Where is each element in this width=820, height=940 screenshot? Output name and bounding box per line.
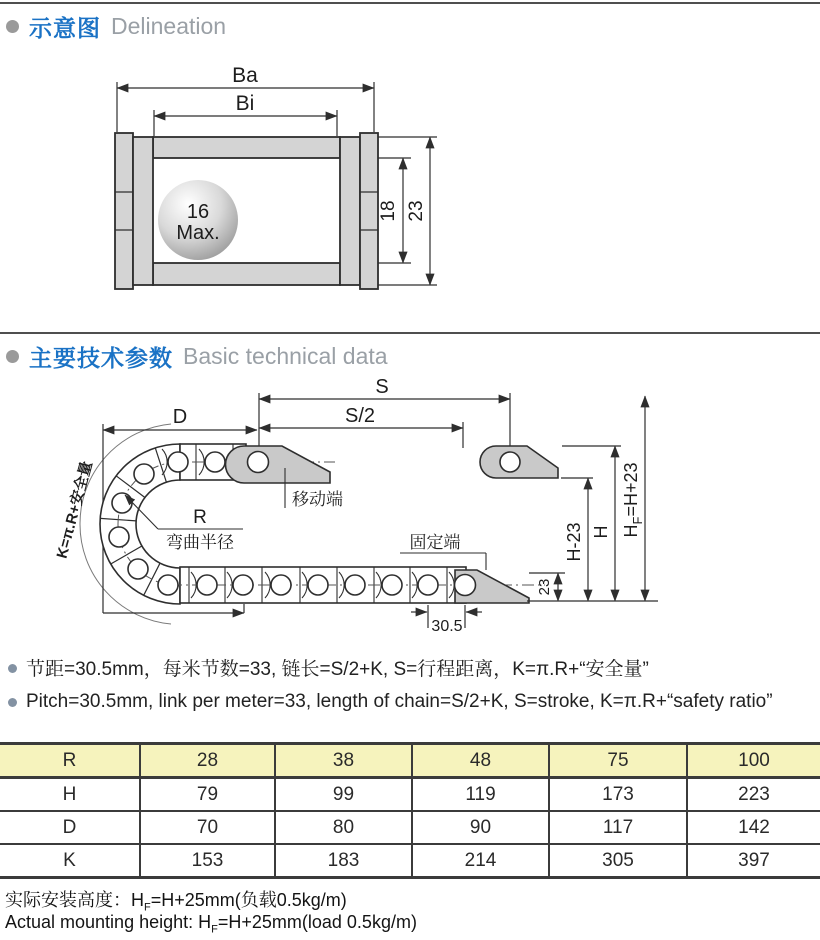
table-header-cell: 75 [549, 744, 687, 778]
table-row [0, 811, 820, 844]
table-cell: D [0, 811, 140, 844]
table-header-cell: 100 [687, 744, 820, 778]
bullet-icon [6, 350, 19, 363]
mounting-height-zh [5, 886, 347, 914]
table-cell: H [0, 778, 140, 812]
dim-h-minus-23-label: H-23 [564, 522, 584, 562]
section-title-zh: 示意图 [29, 15, 101, 41]
table-header-cell: 48 [412, 744, 549, 778]
hf-subscript: F [630, 516, 645, 525]
dim-s-half-label: S/2 [344, 405, 376, 427]
table-cell: 183 [275, 844, 412, 878]
fixed-end-label: 固定端 [409, 533, 461, 552]
table-cell: 79 [140, 778, 275, 812]
ball-max-label: Max. [176, 222, 220, 244]
moving-end-label: 移动端 [292, 490, 343, 509]
table-cell: 214 [412, 844, 549, 878]
table-cell: 305 [549, 844, 687, 878]
section-title-en: Delineation [111, 13, 227, 39]
table-header-cell: 38 [275, 744, 412, 778]
section-title-zh: 主要技术参数 [29, 345, 173, 371]
bullet-icon [8, 664, 17, 673]
top-divider [0, 2, 820, 4]
footer-en-pre: Actual mounting height: H [5, 912, 212, 932]
table-cell: 80 [275, 811, 412, 844]
table-cell: 90 [412, 811, 549, 844]
footer-zh-pre: 实际安装高度：H [5, 890, 144, 910]
dim-ba-label: Ba [232, 64, 258, 87]
table-cell: 117 [549, 811, 687, 844]
radius-letter-label: R [193, 507, 207, 528]
hf-main: H [621, 524, 641, 538]
table-cell: 142 [687, 811, 820, 844]
note-en-text: Pitch=30.5mm, link per meter=33, length of chain=S/2+K, S=stroke, K=π.R+“safety ratio” [26, 691, 773, 712]
dim-s-group [259, 393, 510, 460]
table-row [0, 844, 820, 878]
frame-detail-lines [115, 192, 378, 230]
table-header-row [0, 744, 820, 778]
ball-diameter-label: 16 [186, 201, 210, 223]
table-cell: 99 [275, 778, 412, 812]
section-header-delineation [6, 10, 226, 43]
section-header-basic-data [6, 340, 388, 373]
table-cell: K [0, 844, 140, 878]
chain-dimension-drawing [30, 372, 680, 640]
bullet-icon [8, 698, 17, 707]
dim-hf-label [621, 463, 645, 538]
table-cell: 223 [687, 778, 820, 812]
note-zh [8, 654, 649, 681]
bend-radius-label: 弯曲半径 [166, 533, 234, 552]
dim-pitch-label: 30.5 [431, 618, 463, 635]
table-cell: 173 [549, 778, 687, 812]
table-cell: 70 [140, 811, 275, 844]
moving-end-bracket [226, 446, 331, 483]
footer-zh-post: =H+25mm(负载0.5kg/m) [150, 890, 347, 910]
dim-23-label: 23 [406, 200, 427, 222]
table-cell: 153 [140, 844, 275, 878]
table-cell: 397 [687, 844, 820, 878]
footer-en-post: =H+25mm(load 0.5kg/m) [217, 912, 417, 932]
table-header-cell: 28 [140, 744, 275, 778]
hf-rest: =H+23 [621, 462, 641, 517]
table-cell: 119 [412, 778, 549, 812]
parameter-table [0, 742, 820, 879]
dim-d-label: D [172, 406, 188, 428]
note-en [8, 691, 773, 713]
table-row [0, 778, 820, 812]
dim-23-right-label: 23 [536, 578, 553, 596]
dim-18-label: 18 [378, 200, 399, 222]
dim-s-label: S [375, 376, 389, 398]
section-divider [0, 332, 820, 334]
table-header-cell: R [0, 744, 140, 778]
chain-frame [115, 133, 378, 289]
footer-en-sub: F [211, 923, 218, 936]
footer-zh-sub: F [144, 901, 151, 914]
k-formula-label: K=π.R+安全量 [53, 459, 96, 561]
dim-h-label: H [591, 525, 611, 539]
cross-section-drawing [85, 58, 465, 318]
section-title-en: Basic technical data [183, 343, 388, 369]
note-zh-text: 节距=30.5mm，每米节数=33, 链长=S/2+K, S=行程距离，K=π.R+“安全量” [26, 659, 649, 680]
mounting-height-en [5, 912, 417, 936]
dim-bi-label: Bi [235, 92, 255, 115]
bullet-icon [6, 20, 19, 33]
